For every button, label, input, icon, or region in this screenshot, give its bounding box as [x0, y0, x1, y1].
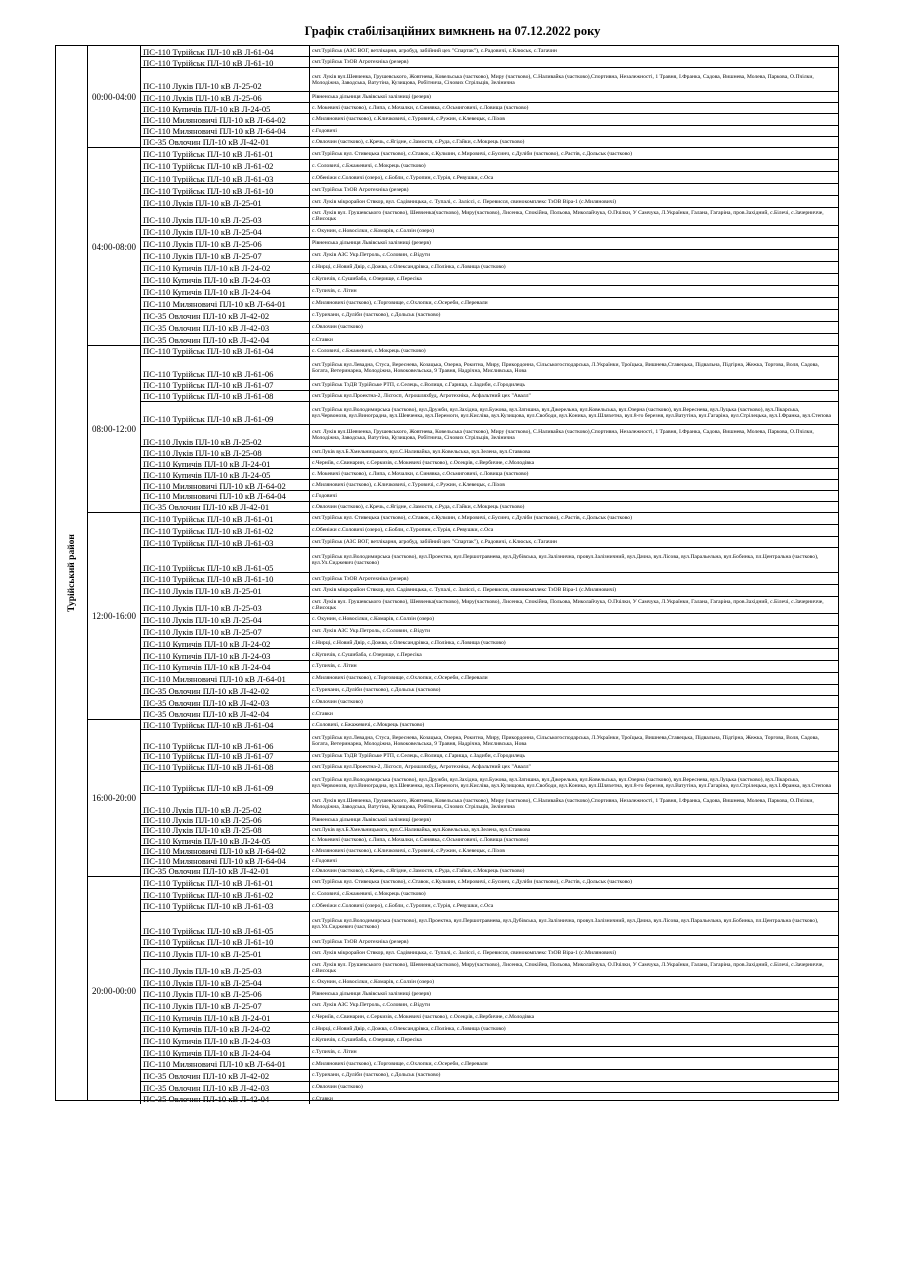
table-row [141, 772, 838, 793]
time-range: 20:00-00:00 [88, 877, 141, 1104]
affected-area-cell: с.Нирці, с.Новий Двір, с.Дожва, с.Олександрівка, с.Полінка, с.Ловища (частково) [312, 1025, 506, 1032]
table-row [141, 126, 838, 137]
affected-area-cell: смт. Луків вул. Грушевського (частково), Шевченка(частково), Миру(частково), Лисенка, Спокійна, Польова, Миколайчука, О.Пчілки, У Самчука, Л.Українки, Галана, Гагаріна, пров.Західний, с.Білечі, с.Зачерничче, с.Висоцьк [312, 961, 824, 974]
power-line-cell: ПС-110 Купичів ПЛ-10 кВ Л-24-04 [141, 286, 310, 297]
power-line-cell: ПС-110 Турійськ ПЛ-10 кВ Л-61-02 [141, 525, 310, 536]
table-row [141, 626, 838, 638]
affected-area-cell: смт. Луків мікрорайон Ствкор, вул. Садівницька, с. Тупалі, с. Заліссі, с. Перевисся, свинокомплекс ТзОВ Віра-1 (с.Миляновичі) [312, 198, 616, 205]
table-row [141, 960, 838, 977]
power-line-cell: ПС-110 Миляновичі ПЛ-10 кВ Л-64-02 [141, 846, 310, 855]
power-line-cell: ПС-110 Луків ПЛ-10 кВ Л-25-07 [141, 1000, 310, 1011]
affected-area-cell: с.Нирці, с.Новий Двір, с.Дожва, с.Олександрівка, с.Полінка, с.Ловища (частково) [312, 639, 506, 646]
time-block [88, 877, 838, 1104]
affected-area-cell: с.Овлочин (частково) [312, 324, 363, 331]
time-range: 00:00-04:00 [88, 46, 141, 147]
table-row [141, 826, 838, 836]
time-range: 16:00-20:00 [88, 720, 141, 876]
power-line-cell: ПС-110 Купичів ПЛ-10 кВ Л-24-03 [141, 1035, 310, 1046]
power-line-cell: ПС-110 Турійськ ПЛ-10 кВ Л-61-10 [141, 573, 310, 584]
affected-area-cell: с. Соловичі, с.Бжажевичі, с.Мокрець (частково) [312, 347, 426, 354]
table-row [141, 867, 838, 876]
affected-area-cell: смт.Турійськ вул. Стивецька (частково), с.Ставок, с.Кульчин, с.Мировичі, с.Бусинч, с.Дуліби (частково), с.Растів, с.Дольськ (частково) [312, 879, 632, 886]
power-line-cell: ПС-35 Овлочин ПЛ-10 кВ Л-42-03 [141, 322, 310, 333]
affected-area-cell: с.Тупичів, с. Літин [312, 288, 357, 295]
table-row [141, 752, 838, 762]
affected-area-cell: смт.Турійськ вул.Володимирська (частково), вул.Проектна, вул.Першотравнева, вул.Дубівська, вул.Залізнична, провул.Залізничний, вул.Дачна, вул.Лісова, вул.Паральельна, вул.Бобинка, пл.Центральна (частково), вул.Ул.Сиджевич (частково) [312, 917, 819, 930]
table-row [141, 148, 838, 160]
power-line-cell: ПС-110 Турійськ ПЛ-10 кВ Л-61-06 [141, 730, 310, 750]
affected-area-cell: смт.Луків вул.Б.Хмельницького, вул.С.Наливайка, вул.Ковельська, вул.Зелена, вул.Ставкова [312, 827, 531, 834]
affected-area-cell: с.Миляновичі (частково), с.Торговище, с.Охлопки, с.Осереби, с.Перевали [312, 1060, 488, 1067]
table-row [141, 274, 838, 286]
table-row [141, 298, 838, 310]
power-line-cell: ПС-110 Луків ПЛ-10 кВ Л-25-06 [141, 92, 310, 102]
table-row [141, 537, 838, 549]
table-row [141, 391, 838, 402]
outage-rows [141, 877, 838, 1104]
power-line-cell: ПС-110 Луків ПЛ-10 кВ Л-25-06 [141, 815, 310, 824]
table-row [141, 184, 838, 196]
power-line-cell: ПС-110 Купичів ПЛ-10 кВ Л-24-05 [141, 103, 310, 113]
table-row [141, 92, 838, 103]
table-row [141, 103, 838, 114]
affected-area-cell: смт. Луків вул.Шевченка, Грушевського, Жовтнева, Ковельська (частково), Миру (частково), С.Наливайка (частково),Спортивна, Незалежності, 1 Травня, І.Франка, Садова, Вишнева, Молева, Паркова, О.Пчілки, Молодіжна, Заводська, Ватутіна, Кузищова, Робітнича, Січових Стрільців, Зелінична [312, 798, 814, 811]
time-block [88, 148, 838, 346]
table-row [141, 402, 838, 425]
power-line-cell: ПС-35 Овлочин ПЛ-10 кВ Л-42-02 [141, 1070, 310, 1081]
document-title: Графік стабілізаційних вимкнень на 07.12.2022 року [304, 24, 601, 38]
affected-area-cell: смт.Турійськ вул. Стивецька (частково), с.Ставок, с.Кульчин, с.Мировичі, с.Бусинч, с.Дуліби (частково), с.Растів, с.Дольськ (частково) [312, 515, 632, 522]
affected-area-cell: с.Миляновичі (частково), с.Кличковичі, с.Туровичі, с.Ружин, с.Клевецьк, с.Ліхов [312, 847, 505, 854]
table-row [141, 889, 838, 901]
power-line-cell: ПС-110 Луків ПЛ-10 кВ Л-25-02 [141, 68, 310, 90]
affected-area-cell: смт.Турійськ ТзДВ Турійське РТП, с.Селець, с.Волиця, с.Гарища, с.Задиби, с.Городилець [312, 381, 525, 388]
table-row [141, 238, 838, 250]
affected-area-cell: с.Миляновичі (частково), с.Торговище, с.Охлопки, с.Осереби, с.Перевали [312, 675, 488, 682]
affected-area-cell: с. Окунин, с.Новосілки, с.Комарів, с.Солзін (озеро) [312, 228, 435, 235]
affected-area-cell: Рівненська дільниця Львівської залізниці (резерв) [312, 240, 431, 247]
affected-area-cell: с.Годовичі [312, 127, 337, 134]
power-line-cell: ПС-110 Купичів ПЛ-10 кВ Л-24-02 [141, 1023, 310, 1034]
affected-area-cell: смт.Турійськ ТзОВ Агротехніка (резерв) [312, 59, 409, 66]
table-row [141, 380, 838, 391]
district-cell [56, 46, 88, 1100]
table-row [141, 160, 838, 172]
power-line-cell: ПС-110 Турійськ ПЛ-10 кВ Л-61-06 [141, 357, 310, 379]
power-line-cell: ПС-35 Овлочин ПЛ-10 кВ Л-42-03 [141, 696, 310, 707]
affected-area-cell: смт. Луків АЗС Укр.Петроль, с.Соловин, с.Відути [312, 252, 431, 259]
table-row [141, 597, 838, 614]
power-line-cell: ПС-110 Купичів ПЛ-10 кВ Л-24-02 [141, 262, 310, 273]
power-line-cell: ПС-35 Овлочин ПЛ-10 кВ Л-42-01 [141, 137, 310, 147]
table-row [141, 447, 838, 458]
table-row [141, 346, 838, 357]
affected-area-cell: смт. Луків мікрорайон Ствкор, вул. Садівницька, с. Тупалі, с. Заліссі, с. Перевисся, свинокомплекс ТзОВ Віра-1 (с.Миляновичі) [312, 587, 616, 594]
table-row [141, 208, 838, 226]
power-line-cell: ПС-110 Луків ПЛ-10 кВ Л-25-07 [141, 250, 310, 261]
time-block [88, 513, 838, 720]
table-row [141, 1082, 838, 1094]
table-row [141, 322, 838, 334]
power-line-cell: ПС-110 Турійськ ПЛ-10 кВ Л-61-02 [141, 160, 310, 171]
power-line-cell: ПС-110 Турійськ ПЛ-10 кВ Л-61-05 [141, 912, 310, 935]
table-row [141, 1093, 838, 1104]
affected-area-cell: с.Овлочин (частково) [312, 1083, 363, 1090]
power-line-cell: ПС-110 Турійськ ПЛ-10 кВ Л-61-04 [141, 46, 310, 56]
power-line-cell: ПС-35 Овлочин ПЛ-10 кВ Л-42-01 [141, 502, 310, 512]
power-line-cell: ПС-110 Миляновичі ПЛ-10 кВ Л-64-04 [141, 856, 310, 865]
table-row [141, 912, 838, 936]
table-row [141, 988, 838, 1000]
table-row [141, 357, 838, 380]
table-row [141, 46, 838, 57]
power-line-cell: ПС-110 Купичів ПЛ-10 кВ Л-24-04 [141, 1047, 310, 1058]
power-line-cell: ПС-35 Овлочин ПЛ-10 кВ Л-42-04 [141, 1093, 310, 1104]
affected-area-cell: с. Соловичі, с.Бжажевичі, с.Мокрець (частково) [312, 890, 426, 897]
table-row [141, 469, 838, 480]
power-line-cell: ПС-110 Луків ПЛ-10 кВ Л-25-04 [141, 977, 310, 988]
schedule-table [55, 45, 839, 1104]
time-block [88, 46, 838, 148]
power-line-cell: ПС-110 Миляновичі ПЛ-10 кВ Л-64-02 [141, 114, 310, 124]
power-line-cell: ПС-35 Овлочин ПЛ-10 кВ Л-42-01 [141, 867, 310, 876]
table-row [141, 673, 838, 685]
power-line-cell: ПС-110 Луків ПЛ-10 кВ Л-25-07 [141, 626, 310, 637]
affected-area-cell: смт.Турійськ ТзОВ Агротехніка (резерв) [312, 186, 409, 193]
affected-area-cell: с.Соловичі, с.Бжажевичі, с.Мокрець (частково) [312, 721, 425, 728]
table-row [141, 730, 838, 751]
power-line-cell: ПС-110 Турійськ ПЛ-10 кВ Л-61-10 [141, 184, 310, 195]
affected-area-cell: смт.Турійськ вул.Володимирська (частково), вул.Проектна, вул.Першотравнева, вул.Дубівська, вул.Залізнична, провул.Залізничний, вул.Дачна, вул.Лісова, вул.Паральельна, вул.Бобинка, пл.Центральна (частково), вул.Ул.Сиджевич (частково) [312, 554, 819, 567]
affected-area-cell: Рівненська дільниця Львівської залізниці (резерв) [312, 94, 431, 101]
affected-area-cell: смт.Турійськ (АЗС ВОГ, ветлікарня, агробуд, забійний цех "Спартак"), с.Радовичі, с.Клюськ, с.Тагачин [312, 48, 557, 55]
affected-area-cell: с.Черніїв, с.Свинарин, с.Серкизів, с.Мокевичі (частково), с.Осекрів, с.Вербичне, с.Молодівка [312, 460, 535, 467]
affected-area-cell: с.Тупичів, с. Літин [312, 1048, 357, 1055]
power-line-cell: ПС-110 Турійськ ПЛ-10 кВ Л-61-02 [141, 889, 310, 900]
table-row [141, 1058, 838, 1070]
table-row [141, 1012, 838, 1024]
affected-area-cell: с.Нирці, с.Новий Двір, с.Дожва, с.Олександрівка, с.Полінка, с.Ловища (частково) [312, 264, 506, 271]
affected-area-cell: смт. Луків АЗС Укр.Петроль, с.Соловин, с.Відути [312, 1002, 431, 1009]
table-row [141, 696, 838, 708]
table-row [141, 57, 838, 68]
affected-area-cell: с.Овлочин (частково) [312, 698, 363, 705]
table-row [141, 649, 838, 661]
power-line-cell: ПС-110 Турійськ ПЛ-10 кВ Л-61-03 [141, 172, 310, 183]
outage-rows [141, 720, 838, 876]
table-row [141, 846, 838, 856]
power-line-cell: ПС-110 Луків ПЛ-10 кВ Л-25-04 [141, 614, 310, 625]
power-line-cell: ПС-110 Луків ПЛ-10 кВ Л-25-08 [141, 447, 310, 457]
table-row [141, 720, 838, 730]
power-line-cell: ПС-110 Купичів ПЛ-10 кВ Л-24-05 [141, 836, 310, 845]
affected-area-cell: с.Годовичі [312, 858, 337, 865]
affected-area-cell: с.Миляновичі (частково), с.Торговище, с.Охлопки, с.Осереби, с.Перевали [312, 300, 488, 307]
power-line-cell: ПС-110 Луків ПЛ-10 кВ Л-25-06 [141, 988, 310, 999]
table-row [141, 172, 838, 184]
table-row [141, 548, 838, 573]
table-row [141, 836, 838, 846]
table-row [141, 114, 838, 125]
affected-area-cell: с.Ставки [312, 1095, 333, 1102]
power-line-cell: ПС-110 Луків ПЛ-10 кВ Л-25-01 [141, 948, 310, 959]
power-line-cell: ПС-110 Турійськ ПЛ-10 кВ Л-61-07 [141, 380, 310, 390]
power-line-cell: ПС-110 Купичів ПЛ-10 кВ Л-24-05 [141, 469, 310, 479]
outage-rows [141, 46, 838, 147]
affected-area-cell: смт.Турійськ вул.Левадна, Стуса, Вереснева, Козацька, Озерна, Рокитна, Миру, Прикордонна, Сільськогосподарська, Л.Українки, Троїцька, Вишнева,Ставецька, Підвальна, Підгірна, Жежка, Торгова, Воля, Садова, Богата, Ветеринарна, Молодіжна, Новоковельська, 9 Травня, Надрічна, Мисливська, Нова [312, 361, 820, 374]
affected-area-cell: смт. Луків вул. Грушевського (частково), Шевченка(частково), Миру(частково), Лисенка, Спокійна, Польова, Миколайчука, О.Пчілки, У Самчука, Л.Українки, Галана, Гагаріна, пров.Західний, с.Білечі, с.Зачерничче, с.Висоцьк [312, 598, 824, 611]
power-line-cell: ПС-110 Турійськ ПЛ-10 кВ Л-61-04 [141, 346, 310, 356]
power-line-cell: ПС-110 Купичів ПЛ-10 кВ Л-24-03 [141, 274, 310, 285]
affected-area-cell: смт. Луків вул.Шевченка, Грушевського, Жовтнева, Ковельська (частково), Миру (частково), С.Наливайка (частково),Спортивна, Незалежності, 1 Травня, І.Франка, Садова, Вишнева, Молева, Паркова, О.Пчілки, Молодіжна, Заводська, Ватутіна, Кузищова, Робітнича, Січових Стрільців, Зелінична [312, 73, 814, 86]
power-line-cell: ПС-110 Купичів ПЛ-10 кВ Л-24-03 [141, 649, 310, 660]
affected-area-cell: смт.Луків вул.Б.Хмельницького, вул.С.Наливайка, вул.Ковельська, вул.Зелена, вул.Ставкова [312, 449, 531, 456]
affected-area-cell: с.Купичів, с.Сушибаба, с.Озерище, с.Пересіка [312, 1037, 422, 1044]
table-row [141, 137, 838, 147]
table-row [141, 708, 838, 719]
table-row [141, 513, 838, 525]
power-line-cell: ПС-110 Луків ПЛ-10 кВ Л-25-03 [141, 960, 310, 976]
affected-area-cell: смт.Турійськ вул.Левадна, Стуса, Вереснева, Козацька, Озерна, Рокитна, Миру, Прикордонна, Сільськогосподарська, Л.Українки, Троїцька, Вишнева,Ставецька, Підвальна, Підгірна, Жежка, Торгова, Воля, Садова, Богата, Ветеринарна, Молодіжна, Новоковельська, 9 Травня, Надрічна, Мисливська, Нова [312, 734, 820, 747]
affected-area-cell: с. Окунин, с.Новосілки, с.Комарів, с.Солзін (озеро) [312, 616, 435, 623]
power-line-cell: ПС-110 Луків ПЛ-10 кВ Л-25-01 [141, 196, 310, 207]
affected-area-cell: смт.Турійськ ТзОВ Агротехніка (резерв) [312, 938, 409, 945]
table-row [141, 68, 838, 91]
affected-area-cell: с.Купичів, с.Сушибаба, с.Озерище, с.Пересіка [312, 651, 422, 658]
table-row [141, 310, 838, 322]
affected-area-cell: с.Купичів, с.Сушибаба, с.Озерище, с.Пересіка [312, 276, 422, 283]
table-row [141, 585, 838, 597]
table-row [141, 525, 838, 537]
affected-area-cell: с.Миляновичі (частково), с.Кличковичі, с.Туровичі, с.Ружин, с.Клевецьк, с.Ліхов [312, 482, 505, 489]
power-line-cell: ПС-110 Турійськ ПЛ-10 кВ Л-61-07 [141, 752, 310, 761]
affected-area-cell: с. Мокевичі (частково), с.Липа, с.Мочалки, с.Синявка, с.Осьмиговичі, с.Ловища (частково) [312, 837, 529, 844]
affected-area-cell: смт. Луків вул.Шевченка, Грушевського, Жовтнева, Ковельська (частково), Миру (частково), С.Наливайка (частково),Спортивна, Незалежності, 1 Травня, І.Франка, Садова, Вишнева, Молева, Паркова, О.Пчілки, Молодіжна, Заводська, Ватутіна, Кузищова, Робітнича, Січових Стрільців, Зелінична [312, 429, 814, 442]
time-range: 12:00-16:00 [88, 513, 141, 719]
power-line-cell: ПС-110 Турійськ ПЛ-10 кВ Л-61-10 [141, 57, 310, 67]
power-line-cell: ПС-110 Луків ПЛ-10 кВ Л-25-02 [141, 794, 310, 814]
affected-area-cell: с.Годовичі [312, 493, 337, 500]
power-line-cell: ПС-110 Турійськ ПЛ-10 кВ Л-61-03 [141, 537, 310, 548]
affected-area-cell: смт.Турійськ (АЗС ВОГ, ветлікарня, агробуд, забійний цех "Спартак"), с.Радовичі, с.Клюськ, с.Тагачин [312, 538, 557, 545]
table-row [141, 226, 838, 238]
affected-area-cell: Рівненська дільниця Львівської залізниці (резерв) [312, 990, 431, 997]
time-range: 08:00-12:00 [88, 346, 141, 512]
power-line-cell: ПС-110 Луків ПЛ-10 кВ Л-25-04 [141, 226, 310, 237]
power-line-cell: ПС-110 Миляновичі ПЛ-10 кВ Л-64-04 [141, 126, 310, 136]
power-line-cell: ПС-110 Турійськ ПЛ-10 кВ Л-61-08 [141, 391, 310, 401]
affected-area-cell: с.Туричани, с.Дуліби (частково), с.Дольськ (частково) [312, 687, 441, 694]
table-row [141, 638, 838, 650]
power-line-cell: ПС-110 Купичів ПЛ-10 кВ Л-24-02 [141, 638, 310, 649]
affected-area-cell: с.Овлочин (частково), с.Кречь, с.Ягідне, с.Замостя, с.Руда, с.Гайки, с.Мокрець (частково) [312, 868, 525, 875]
table-row [141, 685, 838, 697]
power-line-cell: ПС-35 Овлочин ПЛ-10 кВ Л-42-02 [141, 685, 310, 696]
affected-area-cell: смт. Луків мікрорайон Ствкор, вул. Садівницька, с. Тупалі, с. Заліссі, с. Перевисся, свинокомплекс ТзОВ Віра-1 (с.Миляновичі) [312, 950, 616, 957]
outage-rows [141, 513, 838, 719]
table-row [141, 1035, 838, 1047]
table-row [141, 877, 838, 889]
power-line-cell: ПС-110 Турійськ ПЛ-10 кВ Л-61-03 [141, 900, 310, 911]
power-line-cell: ПС-110 Турійськ ПЛ-10 кВ Л-61-01 [141, 513, 310, 524]
power-line-cell: ПС-110 Луків ПЛ-10 кВ Л-25-01 [141, 585, 310, 596]
power-line-cell: ПС-110 Турійськ ПЛ-10 кВ Л-61-05 [141, 548, 310, 572]
power-line-cell: ПС-110 Турійськ ПЛ-10 кВ Л-61-04 [141, 720, 310, 729]
affected-area-cell: с. Мокевичі (частково), с.Липа, с.Мочалки, с.Синявка, с.Осьмиговичі, с.Ловища (частково) [312, 471, 529, 478]
power-line-cell: ПС-110 Турійськ ПЛ-10 кВ Л-61-08 [141, 762, 310, 771]
power-line-cell: ПС-110 Миляновичі ПЛ-10 кВ Л-64-02 [141, 480, 310, 490]
affected-area-cell: смт.Турійськ вул.Володимирська (частково), вул.Дружби, вул.Західна, вул.Бужова, вул.Затишна, вул.Джерельна, вул.Ковельська, вул.Озерна (частково), вул.Вереснева, вул.Луцька (частково), вул.Лікарська, вул.Червонозв, вул.Виноградна, вул.Шевченка, вул.Перемоги, вул.Кисліва, вул.Кузищова, вул.Свободи, вул.Коника, вул.Шляхетна, вул.8-го березня, вул.Ватутіна, вул.Гагаріна, вул.Стрілецька, вул.І.Франка, вул.Степова [312, 406, 831, 419]
table-row [141, 1047, 838, 1059]
power-line-cell: ПС-110 Луків ПЛ-10 кВ Л-25-08 [141, 826, 310, 835]
affected-area-cell: смт. Луків АЗС Укр.Петроль, с.Соловин, с.Відути [312, 628, 431, 635]
affected-area-cell: смт.Турійськ вул. Стивецька (частково), с.Ставок, с.Кульчин, с.Мировичі, с.Бусинч, с.Дуліби (частково), с.Растів, с.Дольськ (частково) [312, 150, 632, 157]
district-label: Турійський район [66, 534, 77, 612]
table-row [141, 794, 838, 815]
affected-area-cell: с.Ставки [312, 710, 333, 717]
affected-area-cell: с.Овлочин (частково), с.Кречь, с.Ягідне, с.Замостя, с.Руда, с.Гайки, с.Мокрець (частково) [312, 504, 525, 511]
power-line-cell: ПС-110 Луків ПЛ-10 кВ Л-25-02 [141, 425, 310, 447]
power-line-cell: ПС-110 Турійськ ПЛ-10 кВ Л-61-10 [141, 936, 310, 947]
power-line-cell: ПС-110 Турійськ ПЛ-10 кВ Л-61-09 [141, 772, 310, 792]
table-row [141, 458, 838, 469]
power-line-cell: ПС-35 Овлочин ПЛ-10 кВ Л-42-02 [141, 310, 310, 321]
power-line-cell: ПС-110 Луків ПЛ-10 кВ Л-25-06 [141, 238, 310, 249]
affected-area-cell: смт.Турійськ вул.Проектна-2, Лісгосп, Агрошляхбуд, Агротехніка, Асфальтний цех "Авалл" [312, 392, 531, 399]
table-row [141, 480, 838, 491]
table-row [141, 334, 838, 345]
table-row [141, 762, 838, 772]
power-line-cell: ПС-110 Купичів ПЛ-10 кВ Л-24-01 [141, 1012, 310, 1023]
table-row [141, 936, 838, 948]
table-row [141, 1070, 838, 1082]
power-line-cell: ПС-110 Миляновичі ПЛ-10 кВ Л-64-01 [141, 298, 310, 309]
time-range: 04:00-08:00 [88, 148, 141, 345]
power-line-cell: ПС-110 Миляновичі ПЛ-10 кВ Л-64-01 [141, 673, 310, 684]
power-line-cell: ПС-110 Турійськ ПЛ-10 кВ Л-61-09 [141, 402, 310, 424]
table-row [141, 286, 838, 298]
power-line-cell: ПС-110 Миляновичі ПЛ-10 кВ Л-64-04 [141, 491, 310, 501]
table-row [141, 1000, 838, 1012]
power-line-cell: ПС-35 Овлочин ПЛ-10 кВ Л-42-04 [141, 708, 310, 719]
table-row [141, 614, 838, 626]
affected-area-cell: смт.Турійськ ТзОВ Агротехніка (резерв) [312, 575, 409, 582]
table-row [141, 948, 838, 960]
table-row [141, 491, 838, 502]
affected-area-cell: с.Обеніжи с.Соловичі (озеро), с.Бобли, с.Туропин, с.Турія, с.Ревушки, с.Оса [312, 174, 494, 181]
time-blocks [88, 46, 838, 1104]
table-row [141, 1023, 838, 1035]
power-line-cell: ПС-110 Турійськ ПЛ-10 кВ Л-61-01 [141, 148, 310, 159]
time-block [88, 720, 838, 877]
table-row [141, 425, 838, 448]
power-line-cell: ПС-110 Купичів ПЛ-10 кВ Л-24-04 [141, 661, 310, 672]
outage-rows [141, 346, 838, 512]
outage-rows [141, 148, 838, 345]
affected-area-cell: с.Туричани, с.Дуліби (частково), с.Дольськ (частково) [312, 1072, 441, 1079]
affected-area-cell: с. Мокевичі (частково), с.Липа, с.Мочалки, с.Синявка, с.Осьмиговичі, с.Ловища (частково) [312, 105, 529, 112]
power-line-cell: ПС-110 Турійськ ПЛ-10 кВ Л-61-01 [141, 877, 310, 888]
power-line-cell: ПС-110 Луків ПЛ-10 кВ Л-25-03 [141, 597, 310, 613]
affected-area-cell: с.Овлочин (частково), с.Кречь, с.Ягідне, с.Замостя, с.Руда, с.Гайки, с.Мокрець (частково) [312, 138, 525, 145]
affected-area-cell: с. Соловичі, с.Бжажевичі, с.Мокрець (частково) [312, 162, 426, 169]
table-row [141, 262, 838, 274]
table-row [141, 502, 838, 512]
affected-area-cell: Рівненська дільниця Львівської залізниці (резерв) [312, 816, 431, 823]
affected-area-cell: с.Обеніжи с.Соловичі (озеро), с.Бобли, с.Туропин, с.Турія, с.Ревушки, с.Оса [312, 527, 494, 534]
affected-area-cell: смт.Турійськ вул.Володимирська (частково), вул.Дружби, вул.Західна, вул.Бужова, вул.Затишна, вул.Джерельна, вул.Ковельська, вул.Озерна (частково), вул.Вереснева, вул.Луцька (частково), вул.Лікарська, вул.Червонозв, вул.Виноградна, вул.Шевченка, вул.Перемоги, вул.Кисліва, вул.Кузищова, вул.Свободи, вул.Коника, вул.Шляхетна, вул.8-го березня, вул.Ватутіна, вул.Гагаріна, вул.Стрілецька, вул.І.Франка, вул.Степова [312, 776, 831, 789]
table-row [141, 250, 838, 262]
affected-area-cell: смт. Луків вул. Грушевського (частково), Шевченка(частково), Миру(частково), Лисенка, Спокійна, Польова, Миколайчука, О.Пчілки, У Самчука, Л.Українки, Галана, Гагаріна, пров.Західний, с.Білечі, с.Зачерничче, с.Висоцьк [312, 210, 824, 223]
power-line-cell: ПС-35 Овлочин ПЛ-10 кВ Л-42-03 [141, 1082, 310, 1093]
table-row [141, 856, 838, 866]
power-line-cell: ПС-110 Луків ПЛ-10 кВ Л-25-03 [141, 208, 310, 225]
table-row [141, 196, 838, 208]
affected-area-cell: с.Туричани, с.Дуліби (частково), с.Дольськ (частково) [312, 312, 441, 319]
table-row [141, 661, 838, 673]
time-block [88, 346, 838, 513]
power-line-cell: ПС-35 Овлочин ПЛ-10 кВ Л-42-04 [141, 334, 310, 345]
power-line-cell: ПС-110 Купичів ПЛ-10 кВ Л-24-01 [141, 458, 310, 468]
affected-area-cell: смт.Турійськ вул.Проектна-2, Лісгосп, Агрошляхбуд, Агротехніка, Асфальтний цех "Авалл" [312, 763, 531, 770]
power-line-cell: ПС-110 Миляновичі ПЛ-10 кВ Л-64-01 [141, 1058, 310, 1069]
table-row [141, 815, 838, 825]
affected-area-cell: с.Ставки [312, 336, 333, 343]
affected-area-cell: с. Окунин, с.Новосілки, с.Комарів, с.Солзін (озеро) [312, 979, 435, 986]
table-row [141, 977, 838, 989]
table-row [141, 573, 838, 585]
affected-area-cell: с.Миляновичі (частково), с.Кличковичі, с.Туровичі, с.Ружин, с.Клевецьк, с.Ліхов [312, 116, 505, 123]
affected-area-cell: с.Тупичів, с. Літин [312, 663, 357, 670]
affected-area-cell: с.Черніїв, с.Свинарин, с.Серкизів, с.Мокевичі (частково), с.Осекрів, с.Вербичне, с.Молодівка [312, 1014, 535, 1021]
affected-area-cell: смт.Турійськ ТзДВ Турійське РТП, с.Селець, с.Волиця, с.Гарища, с.Задиби, с.Городилець [312, 753, 525, 760]
table-row [141, 900, 838, 912]
affected-area-cell: с.Обеніжи с.Соловичі (озеро), с.Бобли, с.Туропин, с.Турія, с.Ревушки, с.Оса [312, 902, 494, 909]
